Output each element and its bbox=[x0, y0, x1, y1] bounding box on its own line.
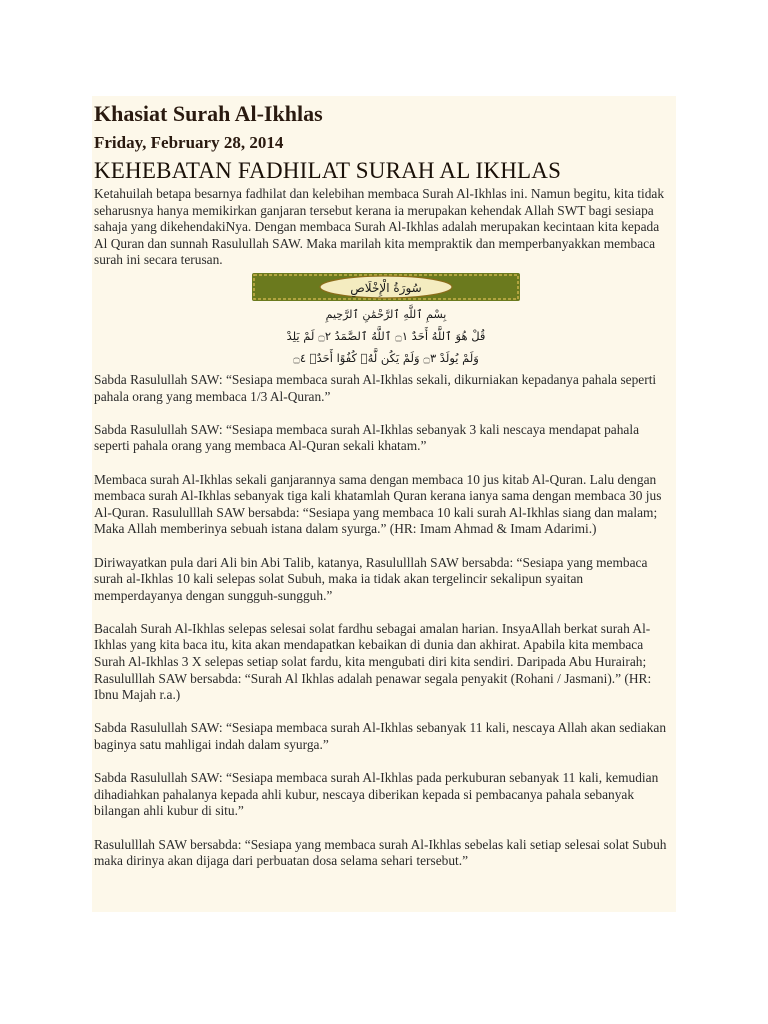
body-paragraph: Membaca surah Al-Ikhlas sekali ganjarannya sama dengan membaca 10 jus kitab Al-Quran. Lalu dengan membaca surah Al-Ikhlas sebanyak tiga kali khatamlah Quran kerana ianya sama dengan membaca 30 jus Al-Quran. Rasululllah SAW bersabda: “Sesiapa yang membaca 10 kali surah Al-Ikhlas siang dan malam; Maka Allah memberinya sebuah istana dalam syurga.” (HR: Imam Ahmad & Imam Adarimi.) bbox=[94, 471, 662, 537]
post-title: KEHEBATAN FADHILAT SURAH AL IKHLAS bbox=[94, 158, 562, 183]
surah-title-text: سُورَةُ الْإِخْلَاصِ bbox=[350, 280, 422, 295]
body-paragraph: Sabda Rasulullah SAW: “Sesiapa membaca surah Al-Ikhlas sebanyak 11 kali, nescaya Allah akan sediakan baginya satu mahligai indah dalam syurga.” bbox=[94, 720, 667, 753]
body-paragraph: Sabda Rasulullah SAW: “Sesiapa membaca surah Al-Ikhlas sebanyak 3 kali nescaya mendapat pahala seperti pahala orang yang membaca Al-Quran sekali khatam.” bbox=[94, 421, 640, 454]
surah-al-ikhlas-image bbox=[248, 272, 524, 370]
basmalah-text: بِسْمِ ٱللَّهِ ٱلرَّحْمَٰنِ ٱلرَّحِيمِ bbox=[325, 307, 447, 321]
blog-title[interactable]: Khasiat Surah Al-Ikhlas bbox=[94, 101, 323, 126]
verse-line-1: قُلْ هُوَ ٱللَّهُ أَحَدٌ ۝١ ٱللَّهُ ٱلصَّمَدُ ۝٢ لَمْ يَلِدْ bbox=[286, 328, 486, 343]
blog-post bbox=[92, 96, 676, 912]
post-body bbox=[94, 372, 672, 870]
body-paragraph: Sabda Rasulullah SAW: “Sesiapa membaca surah Al-Ikhlas pada perkuburan sebanyak 11 kali, kemudian dihadiahkan pahalanya kepada ahli kubur, nescaya diberikan kepada si pembacanya pahala sebanyak bilangan ahli kubur di situ.” bbox=[94, 770, 659, 819]
verse-line-2: وَلَمْ يُولَدْ ۝٣ وَلَمْ يَكُن لَّهُۥ كُفُوًا أَحَدٌۢ ۝٤ bbox=[293, 350, 479, 365]
intro-paragraph: Ketahuilah betapa besarnya fadhilat dan kelebihan membaca Surah Al-Ikhlas ini. Namun begitu, kita tidak seharusnya hanya memikirkan ganjaran tersebut kerana ia merupakan kehendak Allah SWT bagi sesiapa sahaja yang dikehendakiNya. Dengan membaca Surah Al-Ikhlas adalah merupakan kecintaan kita kepada Al Quran dan sunnah Rasulullah SAW. Maka marilah kita mempraktik dan memperbanyakkan membaca surah ini secara terusan. bbox=[94, 186, 665, 268]
body-paragraph: Bacalah Surah Al-Ikhlas selepas selesai solat fardhu sebagai amalan harian. InsyaAllah berkat surah Al-Ikhlas yang kita baca itu, kita akan mendapatkan kebaikan di dunia dan akhirat. Apabila kita membaca Surah Al-Ikhlas 3 X selepas setiap solat fardu, kita mengubati diri kita sendiri. Daripada Abu Hurairah; Rasululllah SAW bersabda: “Surah Al Ikhlas adalah penawar segala penyakit (Rohani / Jasmani).” (HR: Ibnu Majah r.a.) bbox=[94, 620, 652, 703]
body-paragraph: Rasululllah SAW bersabda: “Sesiapa yang membaca surah Al-Ikhlas sebelas kali setiap selesai solat Subuh maka dirinya akan dijaga dari perbuatan dosa selama sehari tersebut.” bbox=[94, 836, 667, 869]
post-date: Friday, February 28, 2014 bbox=[94, 133, 284, 152]
body-paragraph: Diriwayatkan pula dari Ali bin Abi Talib, katanya, Rasululllah SAW bersabda: “Sesiapa yang membaca surah al-Ikhlas 10 kali selepas solat Subuh, maka ia tidak akan tergelincir sekalipun syaitan memperdayanya dengan sungguh-sungguh.” bbox=[94, 554, 648, 603]
body-paragraph: Sabda Rasulullah SAW: “Sesiapa membaca surah Al-Ikhlas sekali, dikurniakan kepadanya pahala seperti pahala orang yang membaca 1/3 Al-Quran.” bbox=[94, 371, 657, 404]
